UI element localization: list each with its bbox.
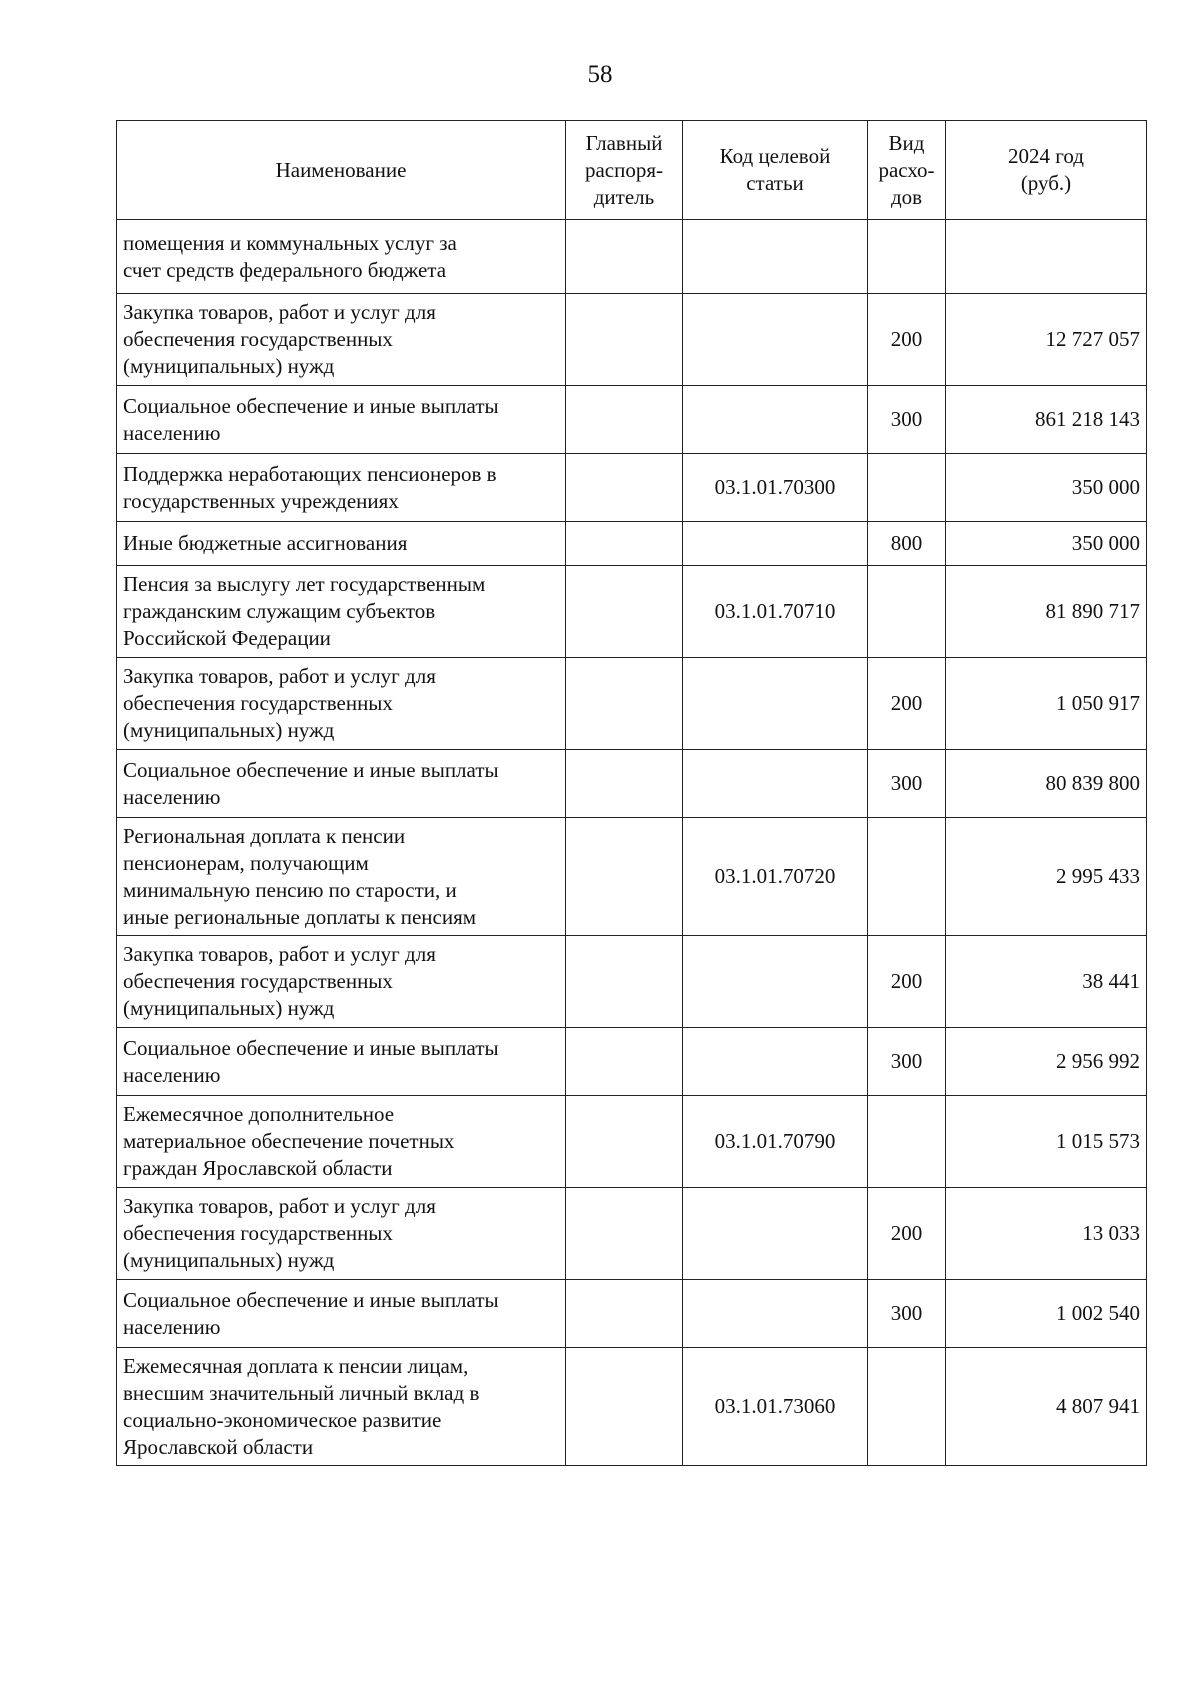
row-target-code-cell: 03.1.01.70720	[683, 818, 868, 936]
row-target-code-cell: 03.1.01.70790	[683, 1096, 868, 1188]
row-amount-cell: 861 218 143	[946, 386, 1147, 454]
row-name-cell	[117, 658, 566, 750]
row-name-line: обеспечения государственных	[123, 969, 393, 993]
row-name-line: Закупка товаров, работ и услуг для	[123, 664, 436, 688]
header-target-code: Код целевой статьи	[683, 121, 868, 220]
row-amount-cell: 350 000	[946, 522, 1147, 566]
table-row	[117, 818, 1147, 936]
row-admin-cell	[566, 1280, 683, 1348]
row-name-line: Ярославской области	[123, 1434, 314, 1459]
row-name-line: минимальную пенсию по старости, и	[123, 877, 457, 902]
row-admin-cell	[566, 294, 683, 386]
row-admin-cell	[566, 1028, 683, 1096]
row-expense-type-cell: 200	[868, 936, 946, 1028]
row-target-code-cell	[683, 658, 868, 750]
row-name-line: населению	[123, 1314, 221, 1339]
row-target-code-cell	[683, 1280, 868, 1348]
row-name-cell	[117, 522, 566, 566]
page-number: 58	[587, 61, 613, 88]
row-admin-cell	[566, 386, 683, 454]
row-target-code-cell	[683, 522, 868, 566]
row-name-line: иные региональные доплаты к пенсиям	[123, 904, 477, 929]
row-expense-type-cell: 200	[868, 294, 946, 386]
row-admin-cell	[566, 220, 683, 294]
table-row	[117, 1348, 1147, 1466]
header-expense-type: Вид расхо- дов	[868, 121, 946, 220]
row-name-line: населению	[123, 1062, 221, 1087]
row-name-cell	[117, 1280, 566, 1348]
row-name-line: Социальное обеспечение и иные выплаты	[123, 393, 499, 418]
row-expense-type-cell	[868, 818, 946, 936]
row-expense-type-cell	[868, 454, 946, 522]
header-year-2024: 2024 год (руб.)	[946, 121, 1147, 220]
row-name-cell	[117, 1028, 566, 1096]
row-name-line: Ежемесячная доплата к пенсии лицам,	[123, 1353, 469, 1378]
row-name-line: социально-экономическое развитие	[123, 1407, 442, 1432]
row-name-line: Социальное обеспечение и иные выплаты	[123, 1287, 499, 1312]
row-expense-type-cell: 300	[868, 750, 946, 818]
table-row	[117, 658, 1147, 750]
row-target-code-cell	[683, 1188, 868, 1280]
row-name-line: Социальное обеспечение и иные выплаты	[123, 1035, 499, 1060]
row-name-line: (муниципальных) нужд	[123, 718, 335, 742]
row-admin-cell	[566, 566, 683, 658]
row-admin-cell	[566, 1096, 683, 1188]
row-expense-type-cell	[868, 1348, 946, 1466]
row-target-code-cell: 03.1.01.70710	[683, 566, 868, 658]
row-name-line: помещения и коммунальных услуг за	[123, 230, 457, 255]
row-expense-type-cell: 300	[868, 386, 946, 454]
row-name-line: Региональная доплата к пенсии	[123, 823, 406, 848]
row-name-line: пенсионерам, получающим	[123, 850, 369, 875]
row-admin-cell	[566, 454, 683, 522]
table-row	[117, 1188, 1147, 1280]
table-row	[117, 386, 1147, 454]
row-amount-cell	[946, 220, 1147, 294]
row-target-code-cell	[683, 1028, 868, 1096]
row-name-line: материальное обеспечение почетных	[123, 1129, 455, 1153]
row-name-line: Пенсия за выслугу лет государственным	[123, 572, 486, 596]
row-expense-type-cell: 200	[868, 1188, 946, 1280]
row-target-code-cell	[683, 936, 868, 1028]
row-amount-cell: 1 015 573	[946, 1096, 1147, 1188]
row-amount-cell: 4 807 941	[946, 1348, 1147, 1466]
row-name-cell	[117, 1348, 566, 1466]
budget-table	[116, 120, 1147, 1466]
row-amount-cell: 13 033	[946, 1188, 1147, 1280]
row-target-code-cell	[683, 386, 868, 454]
row-amount-cell: 1 002 540	[946, 1280, 1147, 1348]
row-admin-cell	[566, 818, 683, 936]
row-target-code-cell: 03.1.01.70300	[683, 454, 868, 522]
row-name-line: счет средств федерального бюджета	[123, 257, 447, 282]
row-name-line: гражданским служащим субъектов	[123, 599, 436, 623]
row-name-cell	[117, 454, 566, 522]
row-name-line: Закупка товаров, работ и услуг для	[123, 942, 436, 966]
row-expense-type-cell: 200	[868, 658, 946, 750]
row-expense-type-cell	[868, 1096, 946, 1188]
row-name-cell	[117, 936, 566, 1028]
row-name-cell	[117, 818, 566, 936]
row-admin-cell	[566, 750, 683, 818]
row-name-line: населению	[123, 420, 221, 445]
row-target-code-cell: 03.1.01.73060	[683, 1348, 868, 1466]
row-admin-cell	[566, 522, 683, 566]
row-name-line: (муниципальных) нужд	[123, 354, 335, 378]
row-name-cell	[117, 1188, 566, 1280]
row-amount-cell: 2 995 433	[946, 818, 1147, 936]
row-expense-type-cell: 800	[868, 522, 946, 566]
row-amount-cell: 81 890 717	[946, 566, 1147, 658]
header-name: Наименование	[117, 121, 566, 220]
table-row	[117, 936, 1147, 1028]
row-amount-cell: 12 727 057	[946, 294, 1147, 386]
row-amount-cell: 350 000	[946, 454, 1147, 522]
row-amount-cell: 2 956 992	[946, 1028, 1147, 1096]
row-name-line: внесшим значительный личный вклад в	[123, 1380, 480, 1405]
row-expense-type-cell: 300	[868, 1028, 946, 1096]
row-admin-cell	[566, 658, 683, 750]
table-row	[117, 294, 1147, 386]
row-name-line: (муниципальных) нужд	[123, 1248, 335, 1272]
row-name-cell	[117, 566, 566, 658]
row-name-line: обеспечения государственных	[123, 1221, 393, 1245]
row-name-line: населению	[123, 784, 221, 809]
row-name-line: Иные бюджетные ассигнования	[123, 531, 408, 555]
row-admin-cell	[566, 1188, 683, 1280]
row-name-line: Закупка товаров, работ и услуг для	[123, 1194, 436, 1218]
row-name-cell	[117, 750, 566, 818]
table-row	[117, 1280, 1147, 1348]
table-row	[117, 566, 1147, 658]
row-amount-cell: 38 441	[946, 936, 1147, 1028]
row-name-cell	[117, 294, 566, 386]
row-amount-cell: 1 050 917	[946, 658, 1147, 750]
row-name-cell	[117, 220, 566, 294]
row-name-line: Социальное обеспечение и иные выплаты	[123, 757, 499, 782]
table-row	[117, 454, 1147, 522]
row-name-line: обеспечения государственных	[123, 327, 393, 351]
table-row	[117, 750, 1147, 818]
row-name-line: граждан Ярославской области	[123, 1156, 393, 1180]
row-target-code-cell	[683, 220, 868, 294]
row-target-code-cell	[683, 294, 868, 386]
row-admin-cell	[566, 1348, 683, 1466]
table-row	[117, 522, 1147, 566]
row-amount-cell: 80 839 800	[946, 750, 1147, 818]
row-name-line: Закупка товаров, работ и услуг для	[123, 300, 436, 324]
row-target-code-cell	[683, 750, 868, 818]
row-name-line: (муниципальных) нужд	[123, 996, 335, 1020]
table-body	[117, 220, 1147, 1466]
row-expense-type-cell	[868, 220, 946, 294]
row-expense-type-cell: 300	[868, 1280, 946, 1348]
table-row	[117, 1028, 1147, 1096]
row-name-cell	[117, 1096, 566, 1188]
row-name-line: Ежемесячное дополнительное	[123, 1102, 395, 1126]
row-name-line: Поддержка неработающих пенсионеров в	[123, 461, 497, 486]
table-row	[117, 220, 1147, 294]
row-name-line: Российской Федерации	[123, 626, 331, 650]
table-header-row	[117, 121, 1147, 220]
table-row	[117, 1096, 1147, 1188]
row-expense-type-cell	[868, 566, 946, 658]
row-admin-cell	[566, 936, 683, 1028]
row-name-line: обеспечения государственных	[123, 691, 393, 715]
row-name-line: государственных учреждениях	[123, 488, 399, 513]
row-name-cell	[117, 386, 566, 454]
header-main-admin: Главный распоря- дитель	[566, 121, 683, 220]
